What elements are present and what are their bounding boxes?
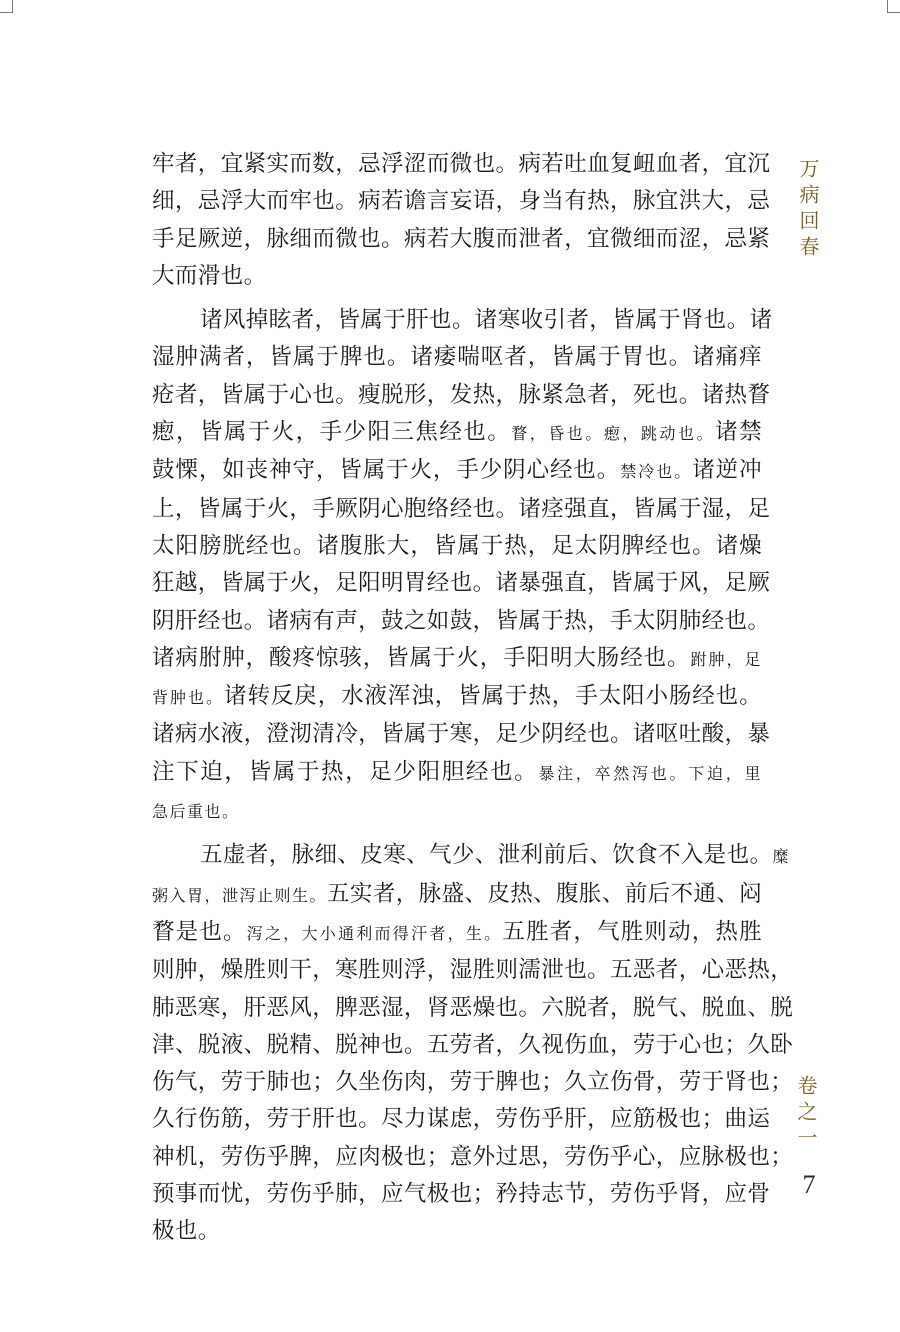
- text-line: 太阳膀胱经也。诸腹胀大，皆属于热，足太阴脾经也。诸燥: [152, 532, 762, 559]
- annotation: 禁冷也。: [620, 462, 693, 482]
- annotation: 背肿也。: [152, 688, 225, 708]
- text-line: 则肿，燥胜则干，寒胜则浮，湿胜则濡泄也。五恶者，心恶热，: [152, 957, 794, 984]
- text-line: 注下迫，皆属于热，足少阳胆经也。暴注，卒然泻也。下迫，里: [152, 758, 762, 785]
- running-header-title: 万病回春: [796, 158, 820, 262]
- text-line: 鼓慄，如丧神守，皆属于火，手少阴心经也。禁冷也。诸逆冲: [152, 457, 762, 484]
- text-line: 五虚者，脉细、皮寒、气少、泄利前后、饮食不入是也。糜: [200, 842, 791, 869]
- crop-mark-right: [887, 0, 900, 13]
- text-line: 津、脱液、脱精、脱神也。五劳者，久视伤血，劳于心也；久卧: [152, 1031, 794, 1058]
- text-line: 上，皆属于火，手厥阴心胞络经也。诸痉强直，皆属于湿，足: [152, 495, 771, 522]
- text-line: 阴肝经也。诸病有声，鼓之如鼓，皆属于热，手太阴肺经也。: [152, 607, 771, 634]
- text-line: 狂越，皆属于火，足阳明胃经也。诸暴强直，皆属于风，足厥: [152, 570, 771, 597]
- text-line: 伤气，劳于肺也；久坐伤肉，劳于脾也；久立伤骨，劳于肾也；: [152, 1069, 794, 1096]
- page-number: 7: [802, 1170, 816, 1199]
- annotation: 糜: [772, 847, 791, 867]
- text-line: 背肿也。诸转反戾，水液浑浊，皆属于热，手太阳小肠经也。: [152, 683, 762, 710]
- annotation: 急后重也。: [152, 802, 240, 822]
- annotation: 暴注，卒然泻也。下迫，里: [538, 763, 762, 783]
- text-line: 肺恶寒，肝恶风，脾恶湿，肾恶燥也。六脱者，脱气、脱血、脱: [152, 994, 794, 1021]
- text-line: 神机，劳伤乎脾，应肉极也；意外过思，劳伤乎心，应脉极也；: [152, 1143, 794, 1170]
- text-line: 牢者，宜紧实而数，忌浮涩而微也。病若吐血复衄血者，宜沉: [152, 151, 771, 177]
- annotation: 粥入胃，泄泻止则生。: [152, 885, 328, 905]
- running-header-chapter: 卷之一: [794, 1075, 818, 1153]
- text-line: 手足厥逆，脉细而微也。病若大腹而泄者，宜微细而涩，忌紧: [152, 225, 771, 252]
- text-line: 诸风掉眩者，皆属于肝也。诸寒收引者，皆属于肾也。诸: [200, 307, 773, 334]
- text-line: 细，忌浮大而牢也。病若谵言妄语，身当有热，脉宜洪大，忌: [152, 188, 771, 215]
- text-line: 极也。: [152, 1218, 221, 1245]
- text-line: 瘛，皆属于火，手少阳三焦经也。瞀，昏也。瘛，跳动也。诸禁: [152, 419, 762, 446]
- text-line: 诸病胕肿，酸疼惊骇，皆属于火，手阳明大肠经也。跗肿，足: [152, 644, 762, 671]
- annotation: 泻之，大小通利而得汗者，生。: [246, 923, 503, 943]
- text-line: 粥入胃，泄泻止则生。五实者，脉盛、皮热、腹胀、前后不通、闷: [152, 880, 763, 907]
- text-line: 大而滑也。: [152, 262, 267, 289]
- text-line: [152, 792, 762, 830]
- text-line: 瞀是也。泻之，大小通利而得汗者，生。五胜者，气胜则动，热胜: [152, 918, 762, 945]
- annotation: 瞀，昏也。瘛，跳动也。: [511, 424, 716, 444]
- text-line: 诸病水液，澄沏清冷，皆属于寒，足少阴经也。诸呕吐酸，暴: [152, 721, 771, 748]
- text-line: 久行伤筋，劳于肝也。尽力谋虑，劳伤乎肝，应筋极也；曲运: [152, 1106, 771, 1133]
- text-line: 湿肿满者，皆属于脾也。诸痿喘呕者，皆属于胃也。诸痛痒: [152, 344, 762, 371]
- text-line: 疮者，皆属于心也。瘦脱形，发热，脉紧急者，死也。诸热瞀: [152, 381, 771, 408]
- annotation: 跗肿，足: [690, 649, 762, 669]
- crop-mark-left: [0, 0, 13, 13]
- main-text: [152, 146, 794, 1251]
- text-line: 预事而忧，劳伤乎肺，应气极也；矜持志节，劳伤乎肾，应骨: [152, 1181, 771, 1208]
